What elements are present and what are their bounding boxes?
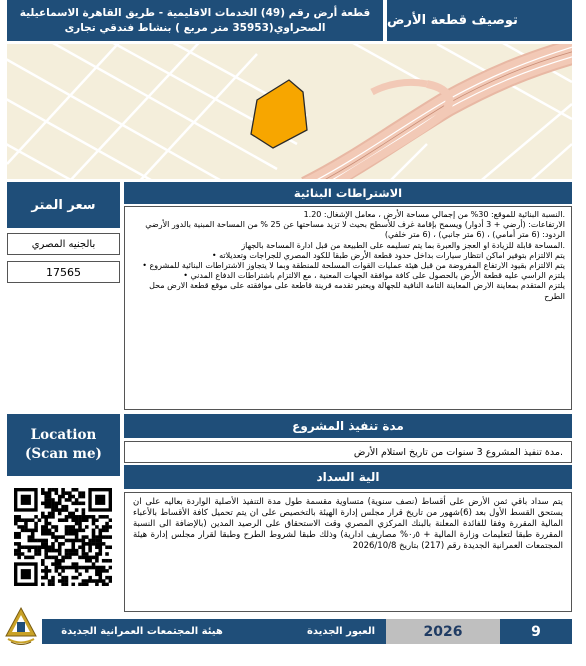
page-number bbox=[506, 619, 566, 644]
authority-logo-graphic bbox=[4, 606, 38, 646]
footer-year bbox=[386, 619, 500, 644]
constraint-line: .المساحة قابلة للزيادة او العجز والعبرة بما يتم تسليمه على الطبيعة من قبل ادارة المساحة بالجهاز bbox=[241, 240, 565, 250]
plot-description bbox=[7, 0, 383, 41]
location-heading-line2: (Scan me) bbox=[25, 446, 102, 462]
duration-heading bbox=[124, 414, 572, 438]
constraint-line: يلتزم الراسي عليه قطعة الأرض بالحصول على كافة موافقة الجهات المعنية ، مع الالتزام باشتراطات الدفاع المدني • bbox=[183, 271, 565, 281]
payment-heading bbox=[124, 465, 572, 489]
payment-body bbox=[124, 492, 572, 612]
price-value-text: 17565 bbox=[46, 265, 81, 279]
constraint-line: يلتزم المتقدم بمعاينة الارض المعاينة التامة النافية للجهالة ويعتبر تقدمه قرينة قاطعة على موافقته على موقع قطعة الارض محل الطرح bbox=[149, 281, 565, 301]
price-value bbox=[7, 261, 120, 283]
price-currency bbox=[7, 233, 120, 255]
constraints-heading-text: الاشتراطات البنائية bbox=[293, 186, 403, 200]
site-map-drawing bbox=[7, 44, 572, 179]
price-heading-text: سعر المتر bbox=[31, 197, 96, 213]
site-map[interactable] bbox=[7, 44, 572, 179]
price-heading bbox=[7, 182, 120, 228]
page-number-text: 9 bbox=[531, 623, 541, 640]
duration-body bbox=[124, 441, 572, 463]
qr-code-icon[interactable] bbox=[14, 488, 112, 586]
page-title bbox=[387, 0, 572, 41]
constraints-body bbox=[124, 206, 572, 410]
constraint-line: الارتفاعات: (أرضي + 3 أدوار) ويسمح بإقامة غرف للأسطح بحيث لا تزيد مساحتها عن 25 % من المساحة المبنية بالدور الأرضي bbox=[145, 220, 565, 230]
location-heading-line1: Location bbox=[30, 427, 97, 443]
footer-year-text: 2026 bbox=[423, 623, 463, 640]
plot-description-line1: قطعة أرض رقم (49) الخدمات الاقليمية - طريق القاهرة الاسماعيلية bbox=[19, 6, 371, 19]
duration-text: .مدة تنفيذ المشروع 3 سنوات من تاريخ استلام الأرض bbox=[353, 446, 563, 458]
location-heading bbox=[7, 414, 120, 476]
constraint-line: يتم الالتزام بقيود الارتفاع المفروضة من قبل هيئة عمليات القوات المسلحة للمنطقة وبما لا يتجاوز الاشتراطات البنائية للمشروع • bbox=[142, 261, 565, 271]
footer-city-text: العبور الجديدة bbox=[306, 626, 376, 637]
duration-heading-text: مدة تنفيذ المشروع bbox=[292, 419, 404, 433]
price-currency-text: بالجنيه المصري bbox=[31, 238, 96, 250]
footer-organization-text: هيئة المجتمعات العمرانية الجديدة bbox=[61, 626, 223, 637]
footer-organization bbox=[42, 619, 242, 644]
authority-logo-icon bbox=[4, 606, 38, 646]
payment-heading-text: الية السداد bbox=[316, 470, 380, 484]
page-title-text: توصيف قطعة الأرض bbox=[387, 13, 518, 28]
plot-description-text bbox=[20, 6, 371, 36]
qr-code-graphic bbox=[14, 488, 112, 586]
footer-city bbox=[300, 619, 382, 644]
constraint-line: .النسبة البنائية للموقع: 30% من إجمالي مساحة الأرض ، معامل الإشغال: 1.20 bbox=[303, 210, 565, 219]
plot-description-line2: الصحراوي(35953 متر مربع ) بنشاط فندقي تجارى bbox=[64, 21, 326, 34]
constraint-line: الردود: (6 متر أمامي) ، (6 متر جانبي) ، (6 متر خلفي) bbox=[384, 230, 565, 240]
highway bbox=[305, 44, 572, 179]
payment-text: يتم سداد باقي ثمن الأرض على أقساط (نصف سنوية) متساوية مقسمة طول مدة التنفيذ الأصلية الواردة بعاليه على ان يستحق القسط الأول بعد (6)شهور من تاريخ قرار مجلس إدارة الهيئة بالتخصيص على ان يتم تحميل كافة الأقساط بالأعباء المالية المقررة وفقا للفائدة المعلنة بالبنك المركزي المصري وقت الاستحقاق على الرصيد المدين (بالإضافة الى النسبة المقررة طبقا لتعليمات وزارة المالية + ٠٫٥% مصاريف ادارية) وذلك طبقا لشروط الطرح وطبقا لقرار مجلس إدارة هيئة المجتمعات العمرانية الجديدة رقم (217) بتاريخ 2026/10/8 bbox=[133, 497, 563, 551]
constraint-line: يتم الالتزام بتوفير اماكن انتظار سيارات بداخل حدود قطعة الأرض طبقا للكود المصري للجراجات وتعديلاته • bbox=[211, 250, 565, 260]
constraints-heading bbox=[124, 182, 572, 204]
